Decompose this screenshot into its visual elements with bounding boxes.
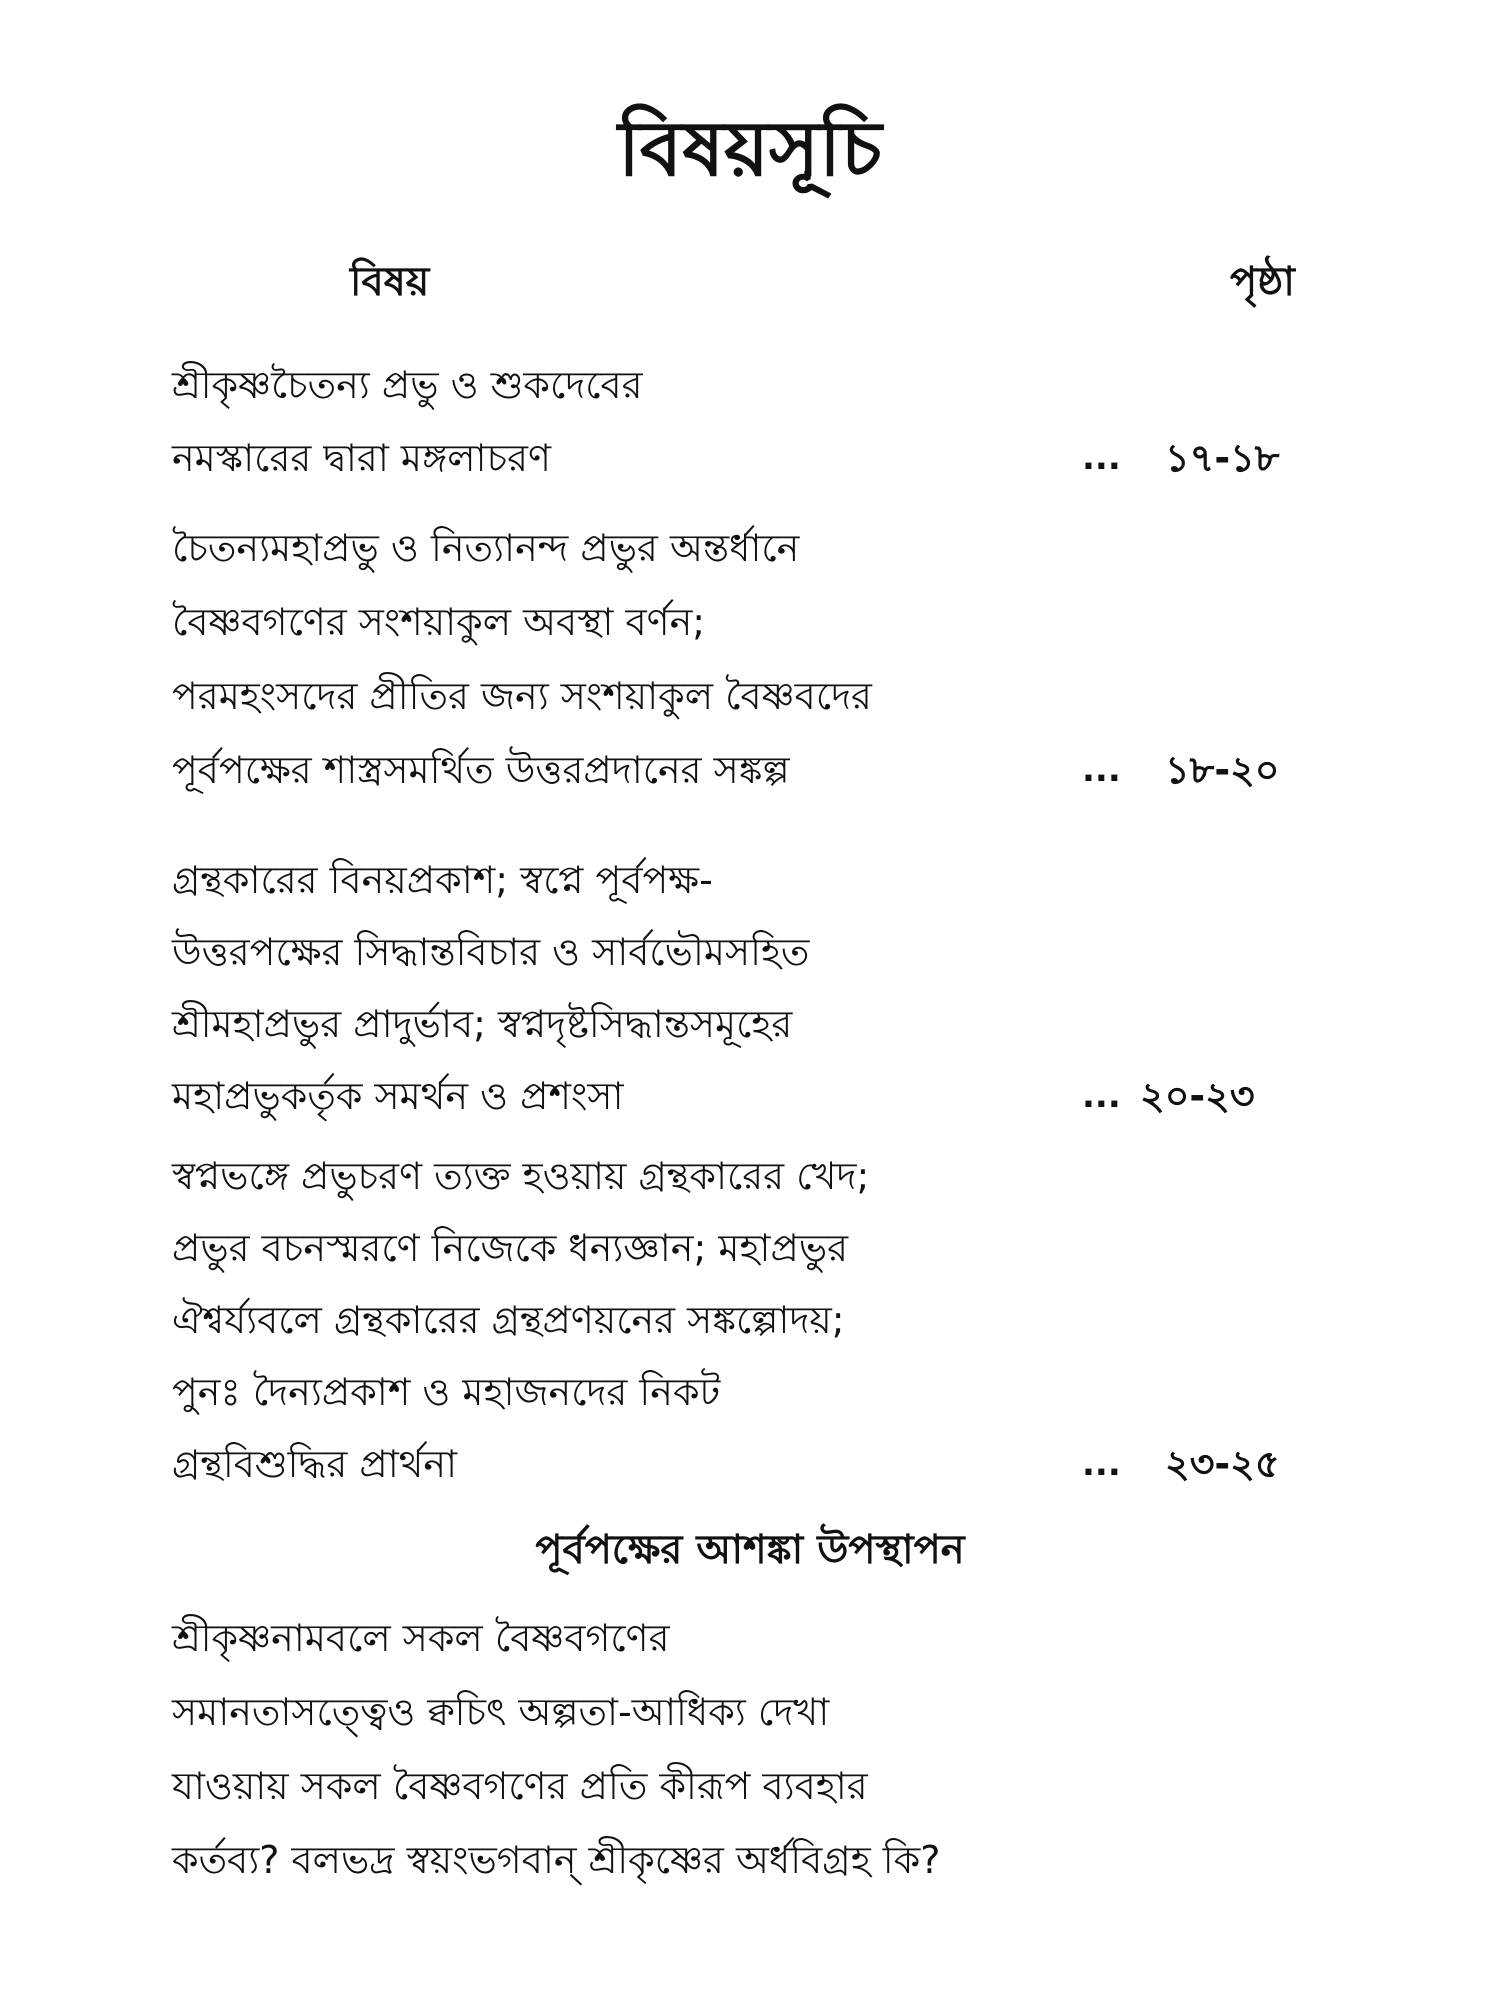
entry-line: প্রভুর বচনস্মরণে নিজেকে ধন্যজ্ঞান; মহাপ্রভুর (172, 1226, 849, 1270)
entry-line: গ্রন্থকারের বিনয়প্রকাশ; স্বপ্নে পূর্বপক্ষ- (172, 858, 713, 902)
entry-line: উত্তরপক্ষের সিদ্ধান্তবিচার ও সার্বভৌমসহিত (172, 930, 810, 974)
entry-line: গ্রন্থবিশুদ্ধির প্রার্থনা (172, 1442, 458, 1486)
page-title: বিষয়সূচি (618, 104, 882, 193)
page-range: ২০-২৩ (1140, 1074, 1255, 1118)
entry-line: মহাপ্রভুকর্তৃক সমর্থন ও প্রশংসা (172, 1074, 624, 1118)
column-header-subject: বিষয় (350, 259, 430, 305)
entry-line: কর্তব্য? বলভদ্র স্বয়ংভগবান্ শ্রীকৃষ্ণের অর্ধবিগ্রহ কি? (172, 1838, 941, 1882)
entry-line: বৈষ্ণবগণের সংশয়াকুল অবস্থা বর্ণন; (172, 600, 706, 644)
section-heading: পূর্বপক্ষের আশঙ্কা উপস্থাপন (535, 1527, 965, 1573)
column-header-page: পৃষ্ঠা (1230, 259, 1295, 305)
leader-dots: ... (1082, 750, 1121, 790)
page-range: ১৮-২০ (1165, 748, 1280, 792)
entry-line: পুনঃ দৈন্যপ্রকাশ ও মহাজনদের নিকট (172, 1370, 721, 1414)
entry-line: ঐশ্বর্য্যবলে গ্রন্থকারের গ্রন্থপ্রণয়নের সঙ্কল্পোদয়; (172, 1298, 845, 1342)
entry-line: পূর্বপক্ষের শাস্ত্রসমর্থিত উত্তরপ্রদানের সঙ্কল্প (172, 748, 790, 792)
leader-dots: ... (1082, 1076, 1121, 1116)
page-range: ১৭-১৮ (1165, 436, 1280, 480)
entry-line: শ্রীমহাপ্রভুর প্রাদুর্ভাব; স্বপ্নদৃষ্টসিদ্ধান্তসমূহের (172, 1002, 793, 1046)
entry-line: সমানতাসত্ত্বেও ক্বচিৎ অল্পতা-আধিক্য দেখা (172, 1690, 830, 1734)
leader-dots: ... (1082, 1444, 1121, 1484)
entry-line: নমস্কারের দ্বারা মঙ্গলাচরণ (172, 436, 551, 480)
entry-line: স্বপ্নভঙ্গে প্রভুচরণ ত্যক্ত হওয়ায় গ্রন্থকারের খেদ; (172, 1154, 870, 1198)
leader-dots: ... (1082, 438, 1121, 478)
page-range: ২৩-২৫ (1165, 1442, 1280, 1486)
entry-line: শ্রীকৃষ্ণচৈতন্য প্রভু ও শুকদেবের (172, 363, 643, 407)
entry-line: পরমহংসদের প্রীতির জন্য সংশয়াকুল বৈষ্ণবদের (172, 674, 872, 718)
entry-line: চৈতন্যমহাপ্রভু ও নিত্যানন্দ প্রভুর অন্তর্ধানে (172, 526, 800, 570)
entry-line: যাওয়ায় সকল বৈষ্ণবগণের প্রতি কীরূপ ব্যবহার (172, 1764, 868, 1808)
entry-line: শ্রীকৃষ্ণনামবলে সকল বৈষ্ণবগণের (172, 1616, 670, 1660)
